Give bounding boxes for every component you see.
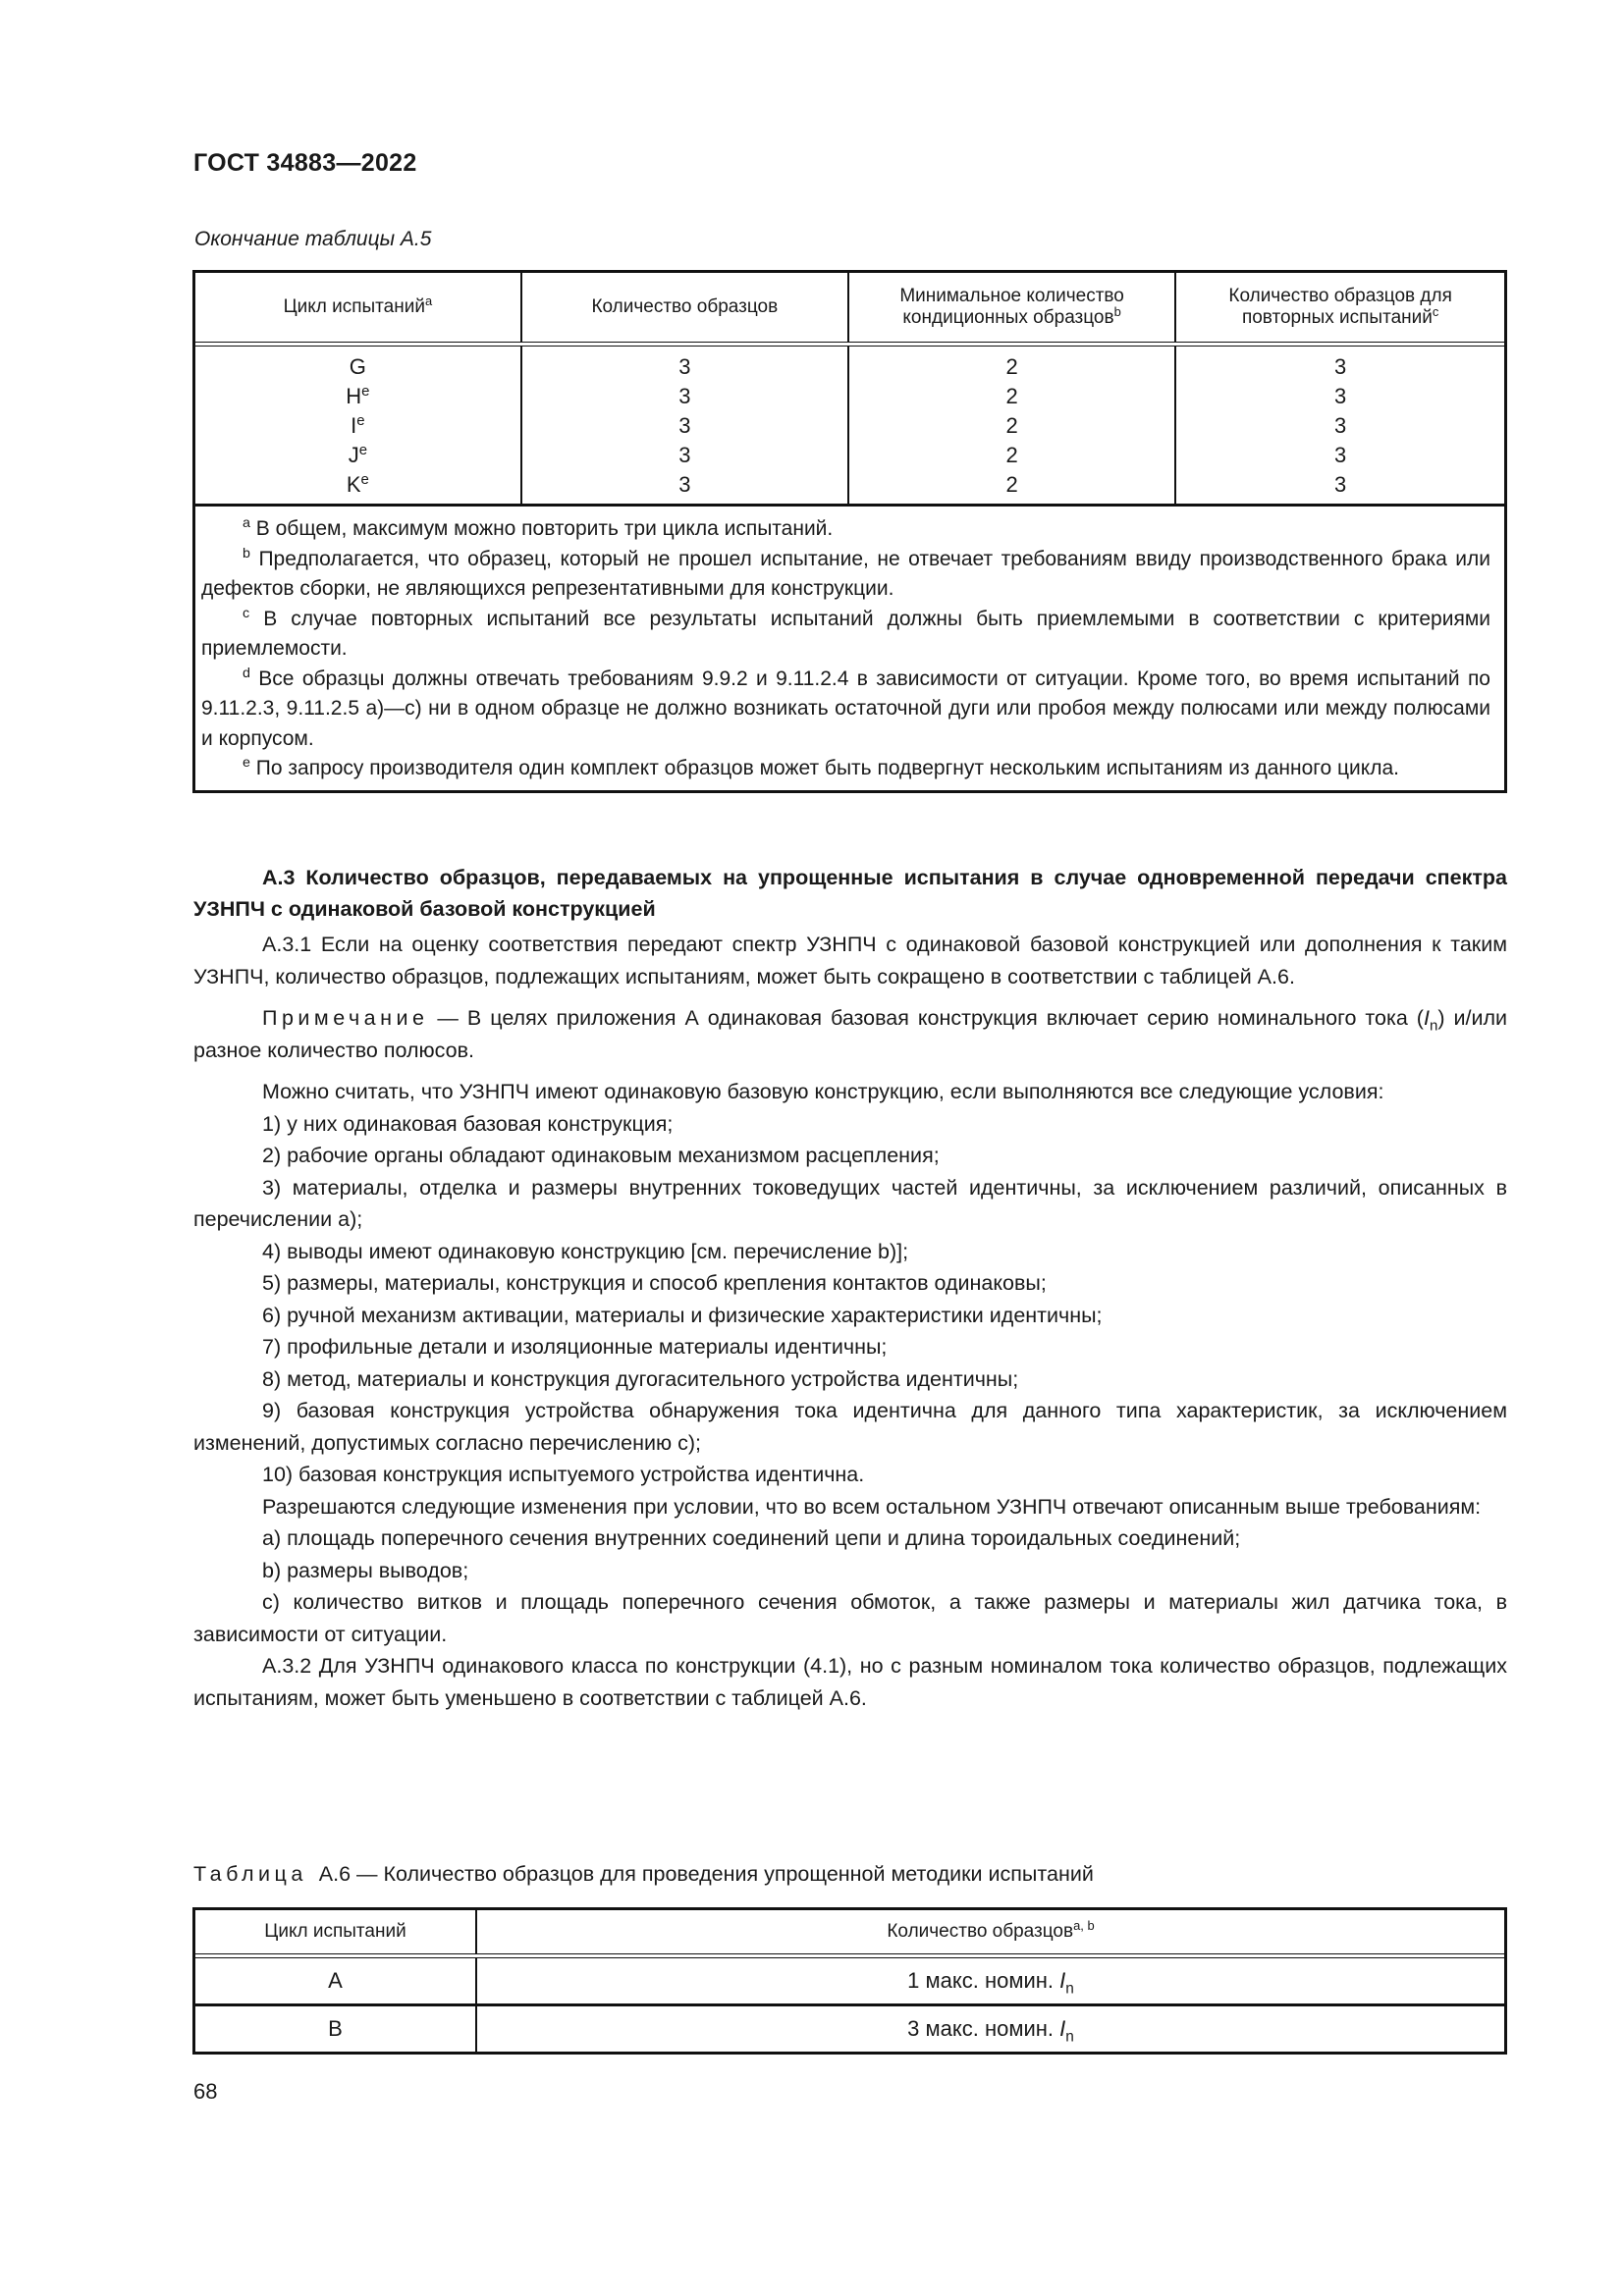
- footnote-d: $^d$ Все образцы должны отвечать требованиям 9.9.2 и 9.11.2.4 в зависимости от ситуации. Кроме того, во время испытаний по 9.11.2.3, 9.11.2.5 a)—c) ни в одном образце не должно возникать остаточной дуги или пробоя между полюсами или между полюсами и корпусом.: [201, 665, 1490, 750]
- condition-item: 10) базовая конструкция испытуемого устройства идентична.: [262, 1463, 865, 1486]
- page-number: 68: [193, 2079, 218, 2104]
- column-header-min-conditioned: Минимальное количество кондиционных образцов$^b$: [848, 272, 1175, 343]
- condition-item: 5) размеры, материалы, конструкция и способ крепления контактов одинаковы;: [262, 1271, 1047, 1295]
- section-heading: А.3 Количество образцов, передаваемых на упрощенные испытания в случае одновременной передачи спектра УЗНПЧ с одинаковой базовой конструкцией: [193, 866, 1507, 921]
- table-a5: [192, 270, 1507, 793]
- condition-item: 6) ручной механизм активации, материалы и физические характеристики идентичны;: [262, 1303, 1103, 1327]
- table-header-row: [194, 272, 1506, 343]
- footnote-b: $^b$ Предполагается, что образец, который не прошел испытание, не отвечает требованиям ввиду производственного брака или дефектов сборки, не являющихся репрезентативными для конструкции.: [201, 545, 1490, 600]
- column-header-cycle: Цикл испытаний$^a$: [194, 272, 521, 343]
- column-header-cycle: Цикл испытаний: [194, 1909, 477, 1954]
- retest-cell: 3 3 3 3 3: [1334, 354, 1347, 497]
- table-body-row: [194, 347, 1506, 506]
- paragraph-a31: А.3.1 Если на оценку соответствия передают спектр УЗНПЧ с одинаковой базовой конструкцией или дополнения к таким УЗНПЧ, количество образцов, подлежащих испытаниям, может быть сокращено в соответствии с таблицей А.6.: [193, 933, 1507, 988]
- table-continuation-caption: Окончание таблицы А.5: [194, 228, 432, 250]
- condition-item: 7) профильные детали и изоляционные материалы идентичны;: [262, 1335, 888, 1359]
- table-header-row: [194, 1909, 1506, 1954]
- condition-item: 2) рабочие органы обладают одинаковым механизмом расцепления;: [262, 1144, 940, 1167]
- change-item: c) количество витков и площадь поперечного сечения обмоток, а также размеры и материалы жил датчика тока, в зависимости от ситуации.: [193, 1590, 1507, 1646]
- footnote-e: $^e$ По запросу производителя один комплект образцов может быть подвергнут нескольким испытаниям из данного цикла.: [243, 755, 1399, 779]
- document-id: ГОСТ 34883—2022: [193, 149, 417, 177]
- conditions-intro: Можно считать, что УЗНПЧ имеют одинаковую базовую конструкцию, если выполняются все следующие условия:: [262, 1080, 1384, 1103]
- condition-item: 8) метод, материалы и конструкция дугогасительного устройства идентичны;: [262, 1366, 1019, 1391]
- samples-cell: 3 макс. номин. $I_n$: [907, 2016, 1074, 2046]
- column-header-samples: Количество образцов: [521, 272, 848, 343]
- footnote-a: $^a$ В общем, максимум можно повторить три цикла испытаний.: [243, 515, 834, 540]
- condition-item: 4) выводы имеют одинаковую конструкцию [см. перечисление b)];: [262, 1239, 909, 1263]
- cycle-cell: A: [194, 1958, 477, 2005]
- note: Примечание — В целях приложения А одинаковая базовая конструкция включает серию номинального тока $(I_n)$ и/или разное количество полюсов.: [193, 1006, 1508, 1062]
- cycle-cell: G $H^e$ Ie $J^e$ $K^e$: [194, 347, 521, 506]
- footnote-c: $^c$ В случае повторных испытаний все результаты испытаний должны быть приемлемыми в соответствии с критериями приемлемости.: [201, 605, 1491, 660]
- paragraph-a32: А.3.2 Для УЗНПЧ одинакового класса по конструкции (4.1), но с разным номиналом тока количество образцов, подлежащих испытаниям, может быть уменьшено в соответствии с таблицей А.6.: [193, 1654, 1507, 1710]
- column-header-samples: Количество образцов$^{a, b}$: [887, 1917, 1095, 1942]
- table-a6-caption: Таблица А.6 — Количество образцов для проведения упрощенной методики испытаний: [193, 1862, 1094, 1886]
- table-row: [194, 1958, 1506, 2005]
- change-item: b) размеры выводов;: [262, 1558, 469, 1582]
- column-header-retest: Количество образцов для повторных испытаний$^c$: [1228, 286, 1452, 328]
- condition-item: 9) базовая конструкция устройства обнаружения тока идентична для данного типа характеристик, за исключением изменений, допустимых согласно перечислению с);: [193, 1399, 1507, 1455]
- table-footnotes: [194, 506, 1506, 792]
- table-a6: [192, 1907, 1507, 2055]
- section-a3: [193, 862, 1507, 1714]
- samples-cell: 1 макс. номин. $I_n$: [476, 1958, 1506, 2005]
- min-conditioned-cell: 2 2 2 2 2: [848, 347, 1175, 506]
- change-item: a) площадь поперечного сечения внутренних соединений цепи и длина тороидальных соединений;: [262, 1526, 1241, 1550]
- cycle-cell: B: [194, 2005, 477, 2054]
- condition-item: 3) материалы, отделка и размеры внутренних токоведущих частей идентичны, за исключением различий, описанных в перечислении а);: [193, 1175, 1507, 1231]
- condition-item: 1) у них одинаковая базовая конструкция;: [262, 1111, 674, 1136]
- changes-intro: Разрешаются следующие изменения при условии, что во всем остальном УЗНПЧ отвечают описанным выше требованиям:: [262, 1494, 1482, 1519]
- samples-cell: 3 3 3 3 3: [521, 347, 848, 506]
- table-row: [194, 2005, 1506, 2054]
